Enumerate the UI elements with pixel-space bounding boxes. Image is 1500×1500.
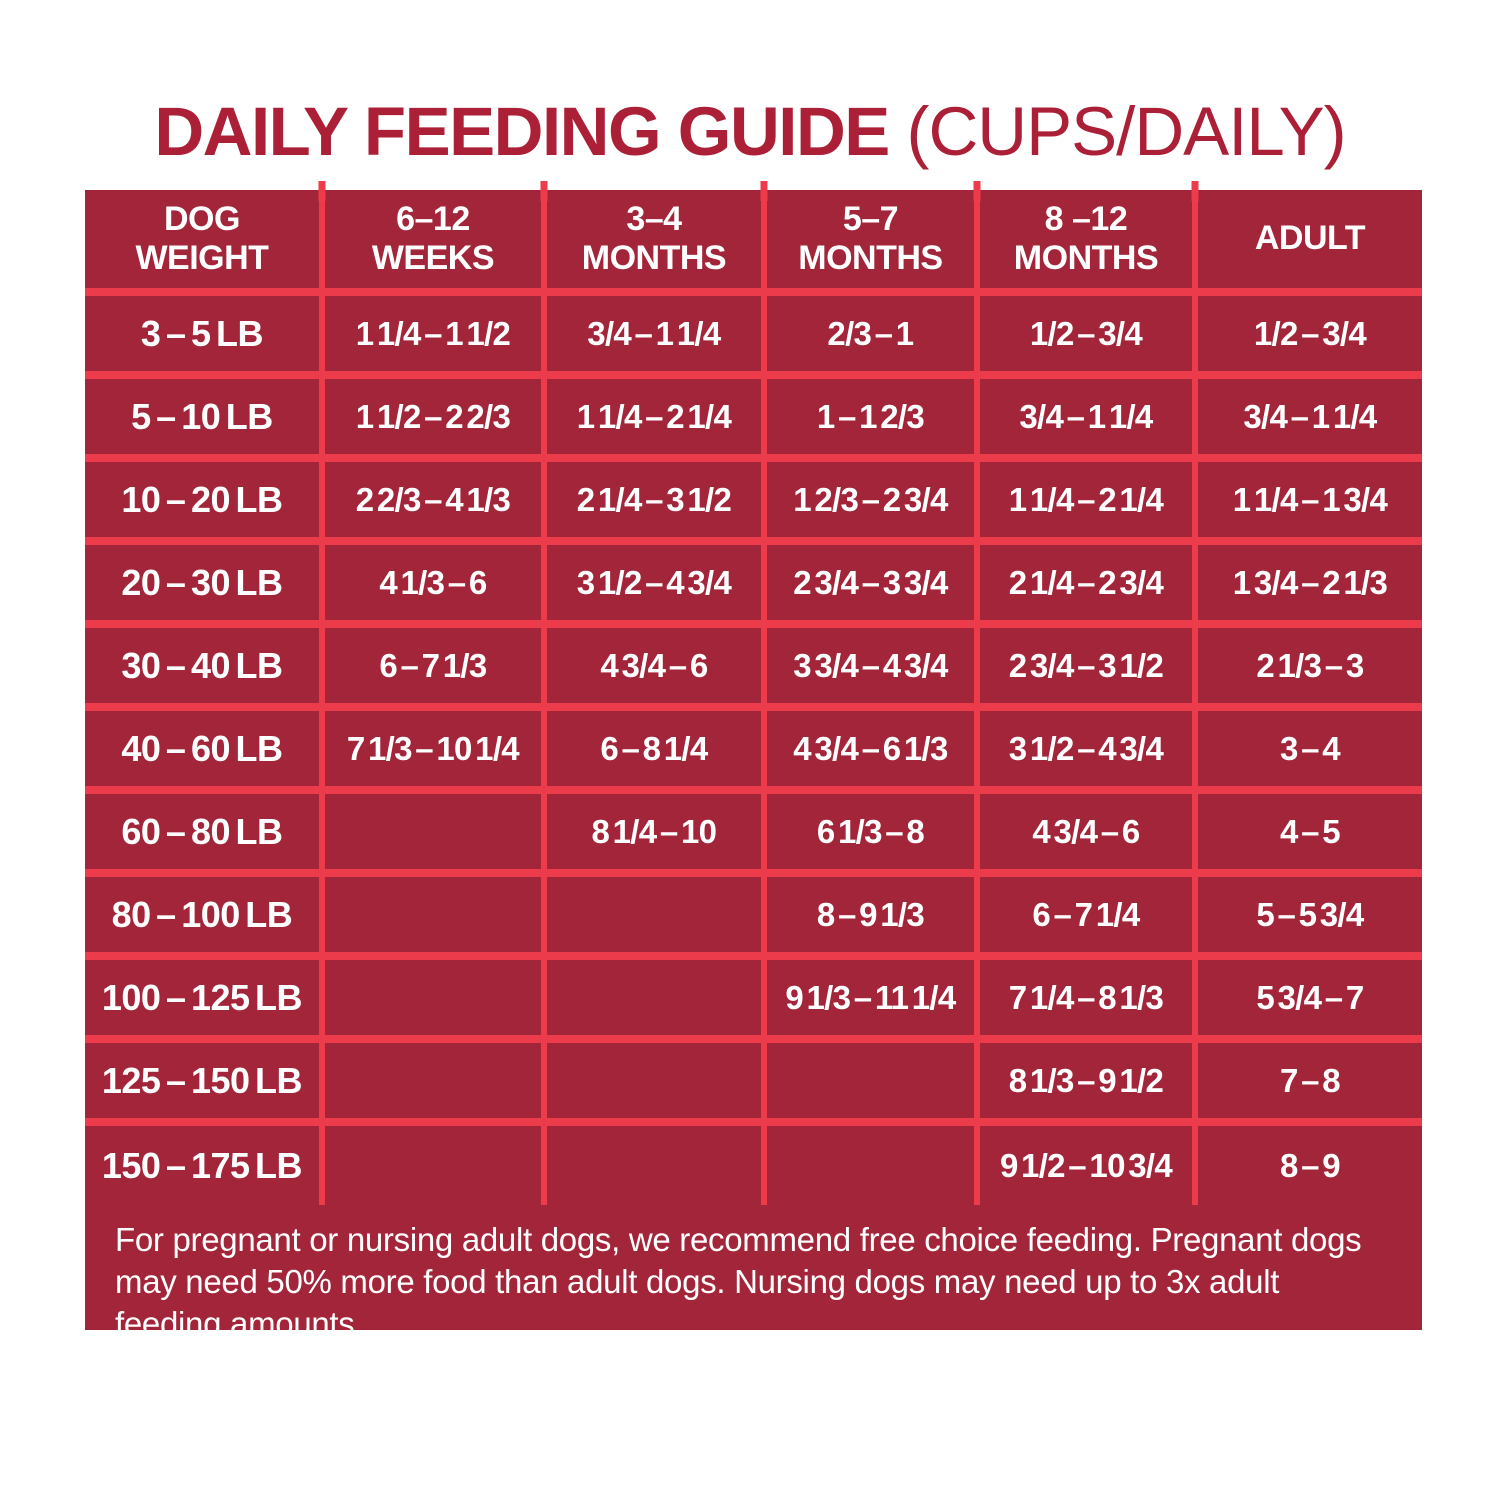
- value-cell: 4 3/4 – 6: [977, 790, 1195, 873]
- weight-cell: 80 – 100 LB: [85, 873, 322, 956]
- table-row: [85, 873, 1422, 956]
- weight-cell: 3 – 5 LB: [85, 292, 322, 375]
- value-cell: 6 – 8 1/4: [544, 707, 764, 790]
- page-title: [0, 92, 1500, 171]
- header-line: 5–7: [842, 199, 899, 238]
- footnote-text: For pregnant or nursing adult dogs, we recommend free choice feeding. Pregnant dogs may need 50% more food than adult dogs. Nursing dogs may need up to 3x adult feeding amounts.: [115, 1221, 1362, 1342]
- weight-cell: 10 – 20 LB: [85, 458, 322, 541]
- header-row: [85, 190, 1422, 292]
- value-cell: [322, 790, 544, 873]
- value-cell: 3/4 – 1 1/4: [1195, 375, 1422, 458]
- header-line: WEIGHT: [135, 239, 269, 277]
- value-cell: 6 1/3 – 8: [764, 790, 977, 873]
- header-cell: [1195, 190, 1422, 292]
- weight-cell: 125 – 150 LB: [85, 1039, 322, 1122]
- value-cell: 7 1/4 – 8 1/3: [977, 956, 1195, 1039]
- value-cell: 8 1/3 – 9 1/2: [977, 1039, 1195, 1122]
- header-line: MONTHS: [581, 239, 727, 277]
- value-cell: 9 1/3 – 11 1/4: [764, 956, 977, 1039]
- value-cell: [764, 1122, 977, 1205]
- value-cell: [322, 1039, 544, 1122]
- value-cell: 2 1/4 – 2 3/4: [977, 541, 1195, 624]
- header-cell: [977, 190, 1195, 292]
- value-cell: 2 3/4 – 3 1/2: [977, 624, 1195, 707]
- grid-tick: [760, 181, 767, 201]
- value-cell: 3 – 4: [1195, 707, 1422, 790]
- value-cell: 1 3/4 – 2 1/3: [1195, 541, 1422, 624]
- value-cell: 8 – 9: [1195, 1122, 1422, 1205]
- table-body: [85, 292, 1422, 1205]
- value-cell: 1/2 – 3/4: [1195, 292, 1422, 375]
- value-cell: [322, 873, 544, 956]
- header-line: WEEKS: [371, 239, 495, 277]
- value-cell: 2/3 – 1: [764, 292, 977, 375]
- page-title-suffix: (CUPS/DAILY): [906, 93, 1346, 170]
- value-cell: 3 1/2 – 4 3/4: [544, 541, 764, 624]
- value-cell: 1 1/2 – 2 2/3: [322, 375, 544, 458]
- table-row: [85, 1122, 1422, 1205]
- header-cell: [85, 190, 322, 292]
- value-cell: 1 – 1 2/3: [764, 375, 977, 458]
- value-cell: [544, 956, 764, 1039]
- value-cell: 4 – 5: [1195, 790, 1422, 873]
- table-row: [85, 707, 1422, 790]
- title-space: [889, 93, 907, 170]
- value-cell: 2 2/3 – 4 1/3: [322, 458, 544, 541]
- value-cell: 2 3/4 – 3 3/4: [764, 541, 977, 624]
- value-cell: 9 1/2 – 10 3/4: [977, 1122, 1195, 1205]
- value-cell: 3 3/4 – 4 3/4: [764, 624, 977, 707]
- grid-tick: [318, 181, 325, 201]
- value-cell: [544, 873, 764, 956]
- header-cell: [544, 190, 764, 292]
- grid-tick: [974, 181, 981, 201]
- value-cell: [544, 1122, 764, 1205]
- header-line: ADULT: [1254, 219, 1366, 258]
- value-cell: [764, 1039, 977, 1122]
- value-cell: 3/4 – 1 1/4: [544, 292, 764, 375]
- value-cell: 5 3/4 – 7: [1195, 956, 1422, 1039]
- value-cell: [322, 956, 544, 1039]
- table-row: [85, 375, 1422, 458]
- value-cell: [322, 1122, 544, 1205]
- value-cell: 4 1/3 – 6: [322, 541, 544, 624]
- value-cell: 6 – 7 1/4: [977, 873, 1195, 956]
- weight-cell: 40 – 60 LB: [85, 707, 322, 790]
- value-cell: 1 1/4 – 1 3/4: [1195, 458, 1422, 541]
- value-cell: [544, 1039, 764, 1122]
- table-row: [85, 1039, 1422, 1122]
- table-row: [85, 458, 1422, 541]
- grid-tick: [540, 181, 547, 201]
- value-cell: 1 1/4 – 2 1/4: [544, 375, 764, 458]
- table-row: [85, 292, 1422, 375]
- weight-cell: 150 – 175 LB: [85, 1122, 322, 1205]
- value-cell: 2 1/4 – 3 1/2: [544, 458, 764, 541]
- grid-tick: [1191, 181, 1198, 201]
- header-line: MONTHS: [1013, 239, 1159, 277]
- weight-cell: 30 – 40 LB: [85, 624, 322, 707]
- table-row: [85, 956, 1422, 1039]
- value-cell: 8 – 9 1/3: [764, 873, 977, 956]
- page-title-main: DAILY FEEDING GUIDE: [154, 93, 889, 170]
- value-cell: 6 – 7 1/3: [322, 624, 544, 707]
- weight-cell: 20 – 30 LB: [85, 541, 322, 624]
- value-cell: 4 3/4 – 6: [544, 624, 764, 707]
- weight-cell: 5 – 10 LB: [85, 375, 322, 458]
- value-cell: 1 1/4 – 2 1/4: [977, 458, 1195, 541]
- header-line: MONTHS: [798, 239, 943, 277]
- value-cell: 3/4 – 1 1/4: [977, 375, 1195, 458]
- table-row: [85, 541, 1422, 624]
- header-line: 3–4: [626, 199, 682, 238]
- value-cell: 1 2/3 – 2 3/4: [764, 458, 977, 541]
- feeding-table-panel: [85, 190, 1422, 1342]
- value-cell: 2 1/3 – 3: [1195, 624, 1422, 707]
- header-line: DOG: [163, 199, 240, 238]
- feeding-table: [85, 190, 1422, 1205]
- weight-cell: 60 – 80 LB: [85, 790, 322, 873]
- value-cell: 7 – 8: [1195, 1039, 1422, 1122]
- value-cell: 1 1/4 – 1 1/2: [322, 292, 544, 375]
- weight-cell: 100 – 125 LB: [85, 956, 322, 1039]
- header-line: 8 –12: [1044, 199, 1128, 238]
- value-cell: 7 1/3 – 10 1/4: [322, 707, 544, 790]
- value-cell: 8 1/4 – 10: [544, 790, 764, 873]
- header-line: 6–12: [396, 199, 470, 238]
- value-cell: 4 3/4 – 6 1/3: [764, 707, 977, 790]
- value-cell: 1/2 – 3/4: [977, 292, 1195, 375]
- table-row: [85, 624, 1422, 707]
- header-cell: [322, 190, 544, 292]
- table-row: [85, 790, 1422, 873]
- header-cell: [764, 190, 977, 292]
- value-cell: 3 1/2 – 4 3/4: [977, 707, 1195, 790]
- value-cell: 5 – 5 3/4: [1195, 873, 1422, 956]
